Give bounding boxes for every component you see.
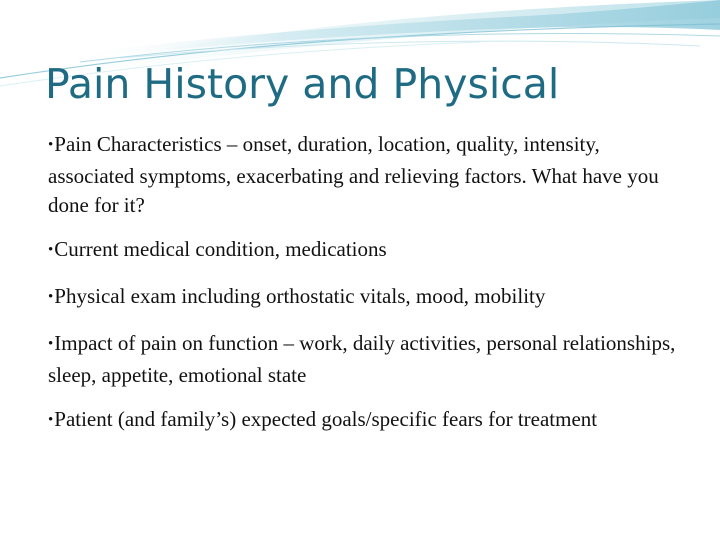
- bullet-item: [48, 235, 688, 267]
- bullet-text: Pain Characteristics – onset, duration, location, quality, intensity, associated symptoms, exacerbating and relieving factors. What have you done for it?: [48, 132, 659, 217]
- bullet-item: [48, 282, 688, 314]
- slide-title: Pain History and Physical: [45, 60, 560, 108]
- bullet-item: [48, 130, 688, 220]
- bullet-text: Current medical condition, medications: [54, 237, 387, 261]
- bullet-marker: •: [48, 289, 54, 305]
- bullet-text: Physical exam including orthostatic vitals, mood, mobility: [54, 284, 546, 308]
- bullet-marker: •: [48, 412, 54, 428]
- bullet-text: Patient (and family’s) expected goals/specific fears for treatment: [54, 407, 598, 431]
- bullet-item: [48, 329, 688, 390]
- bullet-marker: •: [48, 137, 54, 153]
- bullet-item: [48, 405, 688, 437]
- bullet-list: [48, 130, 688, 452]
- bullet-text: Impact of pain on function – work, daily activities, personal relationships, sleep, appetite, emotional state: [48, 331, 676, 387]
- bullet-marker: •: [48, 336, 54, 352]
- bullet-marker: •: [48, 242, 54, 258]
